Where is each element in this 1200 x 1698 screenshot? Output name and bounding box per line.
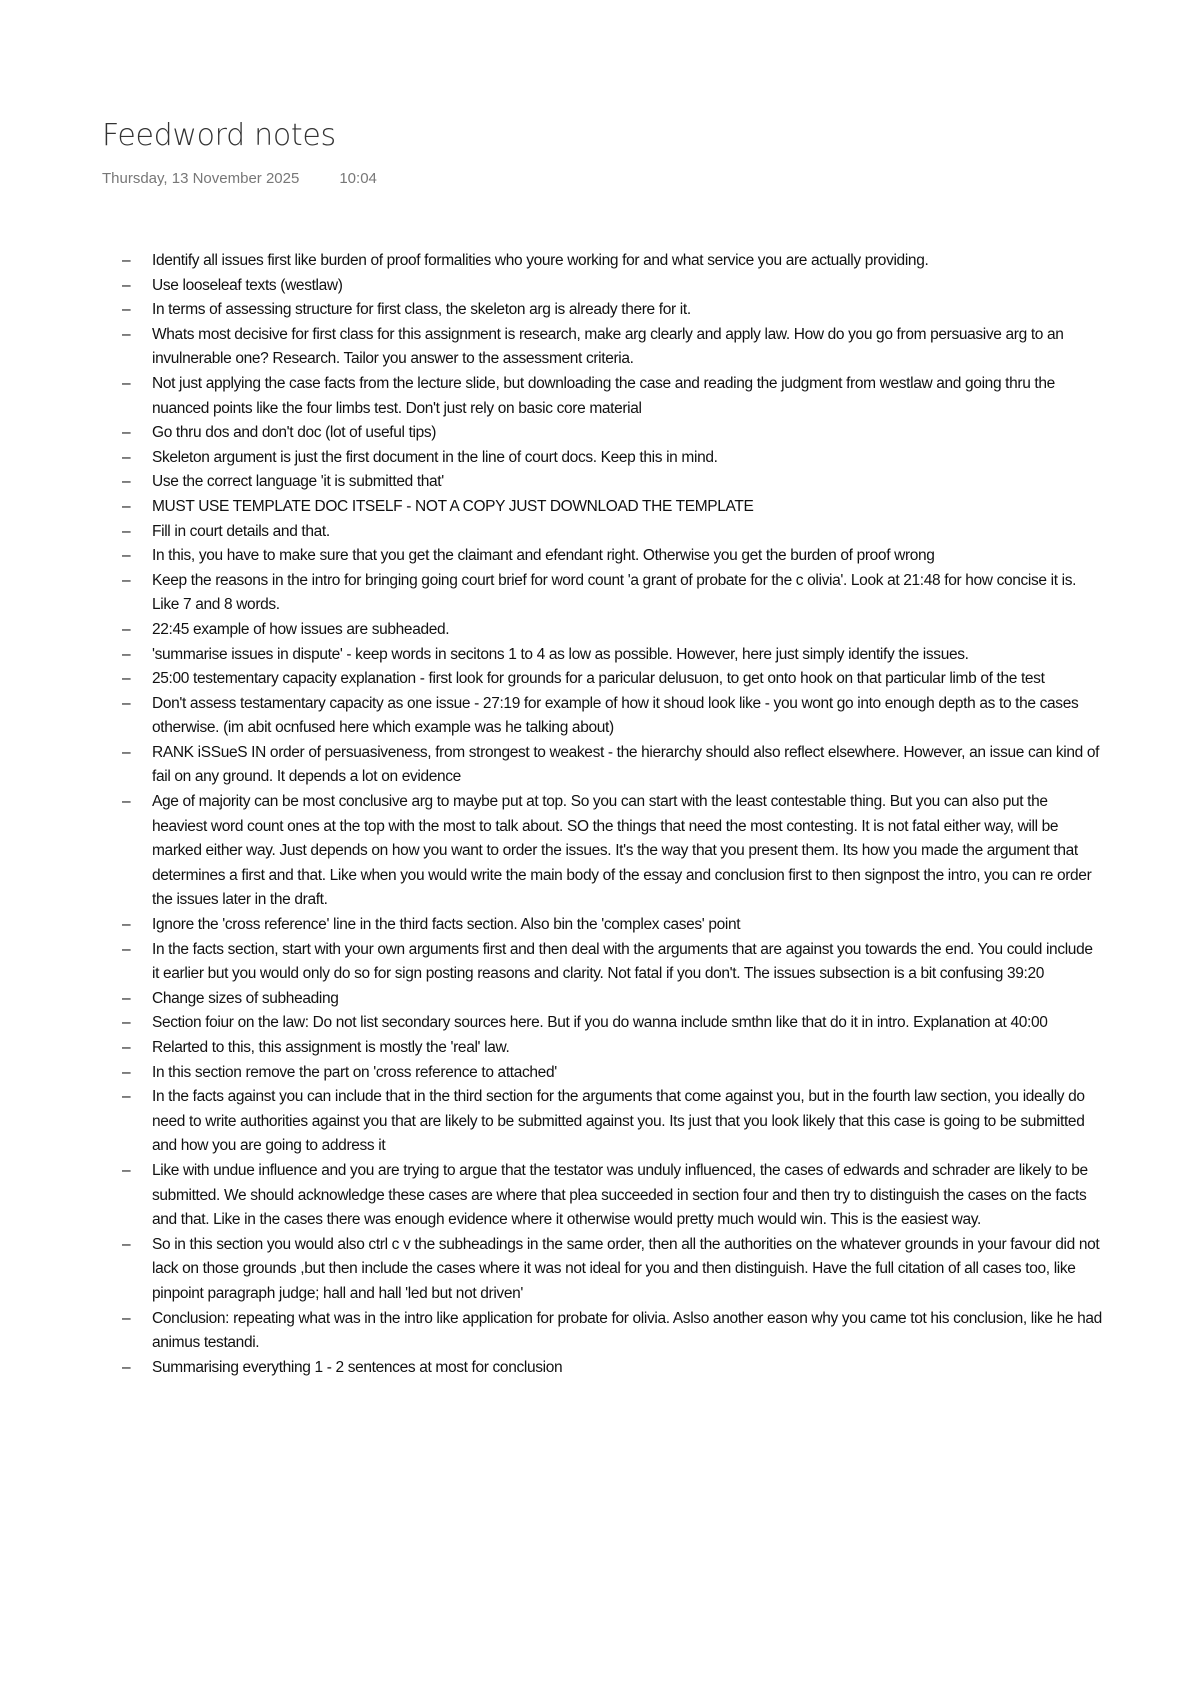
bullet-dash: – (122, 276, 131, 294)
bullet-dash: – (122, 1063, 131, 1081)
list-item-text: In terms of assessing structure for first class, the skeleton arg is already there for it. (152, 301, 691, 319)
bullet-dash: – (122, 940, 131, 958)
list-item (122, 1036, 1102, 1061)
list-item-text: 22:45 example of how issues are subheaded. (152, 620, 450, 638)
bullet-dash: – (122, 793, 131, 811)
bullet-dash: – (122, 252, 131, 269)
bullet-dash: – (122, 1235, 131, 1253)
list-item (122, 938, 1102, 987)
bullet-dash: – (122, 497, 131, 515)
list-item (122, 446, 1102, 471)
bullet-dash: – (122, 1014, 131, 1032)
list-item-text: In this, you have to make sure that you get the claimant and efendant right. Otherwise you get the burden of proof wrong (152, 547, 935, 565)
list-item-text: Don't assess testamentary capacity as one issue - 27:19 for example of how it shoud look like - you wont go into enough depth as to the cases otherwise. (im abit ocnfused here which example was he talking about) (152, 694, 1079, 737)
list-item (122, 790, 1102, 913)
page-title: Feedword notes (102, 118, 336, 153)
bullet-dash: – (122, 620, 131, 638)
list-item (122, 643, 1102, 668)
list-item-text: Use looseleaf texts (westlaw) (152, 276, 343, 294)
bullet-dash: – (122, 473, 131, 491)
list-item (122, 249, 1102, 274)
list-item-text: In the facts section, start with your own arguments first and then deal with the arguments that are against you towards the end. You could include it earlier but you would only do so for sign posting reasons and clarity. Not fatal if you don't. The issues subsection is a bit confusing 39:20 (152, 940, 1093, 983)
bullet-dash: – (122, 1309, 131, 1327)
list-item-text: Not just applying the case facts from the lecture slide, but downloading the case and reading the judgment from westlaw and going thru the nuanced points like the four limbs test. Don't just rely on basic core material (152, 374, 1055, 417)
list-item (122, 569, 1102, 618)
list-item-text: MUST USE TEMPLATE DOC ITSELF - NOT A COPY JUST DOWNLOAD THE TEMPLATE (152, 497, 754, 515)
page-time: 10:04 (339, 170, 377, 187)
bullet-dash: – (122, 916, 131, 934)
list-item (122, 372, 1102, 421)
list-item-text: Identify all issues first like burden of proof formalities who youre working for and what service you are actually providing. (152, 252, 929, 269)
bullet-dash: – (122, 1088, 131, 1106)
list-item-text: 'summarise issues in dispute' - keep words in secitons 1 to 4 as low as possible. However, here just simply identify the issues. (152, 645, 969, 663)
list-item (122, 1233, 1102, 1307)
list-item (122, 1061, 1102, 1086)
list-item (122, 1159, 1102, 1233)
page-date: Thursday, 13 November 2025 (102, 170, 300, 187)
list-item (122, 1011, 1102, 1036)
list-item (122, 421, 1102, 446)
bullet-dash: – (122, 522, 131, 540)
list-item (122, 1085, 1102, 1159)
list-item-text: Change sizes of subheading (152, 989, 339, 1007)
list-item-text: Ignore the 'cross reference' line in the third facts section. Also bin the 'complex cases' point (152, 916, 741, 934)
list-item (122, 987, 1102, 1012)
list-item-text: Section foiur on the law: Do not list secondary sources here. But if you do wanna include smthn like that do it in intro. Explanation at 40:00 (152, 1014, 1048, 1032)
list-item-text: Fill in court details and that. (152, 522, 330, 540)
list-item-text: Like with undue influence and you are trying to argue that the testator was unduly influenced, the cases of edwards and schrader are likely to be submitted. We should acknowledge these cases are where that plea succeeded in section four and then try to distinguish the cases on the facts and that. Like in the cases there was enough evidence where it otherwise would pretty much would win. This is the easiest way. (152, 1161, 1088, 1229)
list-item-text: Summarising everything 1 - 2 sentences at most for conclusion (152, 1358, 563, 1376)
bullet-dash: – (122, 547, 131, 565)
list-item (122, 667, 1102, 692)
list-item (122, 913, 1102, 938)
list-item-text: So in this section you would also ctrl c v the subheadings in the same order, then all the authorities on the whatever grounds in your favour did not lack on those grounds ,but then include the cases where it was not ideal for you and then distinguish. Have the full citation of all cases too, like pinpoint paragraph judge; hall and hall 'led but not driven' (152, 1235, 1100, 1302)
list-item-text: RANK iSSueS IN order of persuasiveness, from strongest to weakest - the hierarchy should also reflect elsewhere. However, an issue can kind of fail on any ground. It depends a lot on evidence (152, 743, 1100, 786)
list-item (122, 618, 1102, 643)
list-item-text: Use the correct language 'it is submitted that' (152, 473, 444, 491)
bullet-dash: – (122, 694, 131, 712)
bullet-dash: – (122, 1358, 131, 1376)
notes-list (122, 249, 1102, 1583)
bullet-dash: – (122, 743, 131, 761)
list-item (122, 1356, 1102, 1381)
list-item-text: Keep the reasons in the intro for bringing going court brief for word count 'a grant of probate for the c olivia'. Look at 21:48 for how concise it is. Like 7 and 8 words. (152, 571, 1077, 614)
bullet-dash: – (122, 645, 131, 663)
list-item-text: Whats most decisive for first class for this assignment is research, make arg clearly and apply law. How do you go from persuasive arg to an invulnerable one? Research. Tailor you answer to the assessment criteria. (152, 325, 1064, 368)
list-item (122, 692, 1102, 741)
list-item-text: Skeleton argument is just the first document in the line of court docs. Keep this in mind. (152, 448, 718, 466)
bullet-dash: – (122, 1039, 131, 1056)
list-item-text: In the facts against you can include that in the third section for the arguments that come against you, but in the fourth law section, you ideally do need to write authorities against you that are likely to be submitted against you. Its just that you look likely that this case is going to be submitted and how you are going to address it (152, 1088, 1085, 1155)
bullet-dash: – (122, 448, 131, 466)
list-item-text: In this section remove the part on 'cross reference to attached' (152, 1063, 557, 1081)
bullet-dash: – (122, 989, 131, 1007)
bullet-dash: – (122, 424, 131, 442)
list-item (122, 274, 1102, 299)
list-item (122, 323, 1102, 372)
bullet-dash: – (122, 374, 131, 392)
list-item (122, 544, 1102, 569)
list-item (122, 495, 1102, 520)
bullet-dash: – (122, 1161, 131, 1179)
list-item (122, 298, 1102, 323)
list-item (122, 520, 1102, 545)
list-item (122, 470, 1102, 495)
list-item-text: Age of majority can be most conclusive arg to maybe put at top. So you can start with the least contestable thing. But you can also put the heaviest word count ones at the top with the most to talk about. SO the things that need the most contesting. It is not fatal either way, will be marked either way. Just depends on how you want to order the issues. It's the way that you present them. Its how you made the argument that determines a first and that. Like when you would write the main body of the essay and conclusion first to then signpost the intro, you can re order the issues later in the draft. (152, 793, 1092, 909)
list-item-text: Go thru dos and don't doc (lot of useful tips) (152, 424, 437, 442)
bullet-dash: – (122, 571, 131, 589)
list-item (122, 1307, 1102, 1356)
bullet-dash: – (122, 670, 131, 688)
list-item (122, 741, 1102, 790)
bullet-dash: – (122, 301, 131, 319)
list-item-text: Conclusion: repeating what was in the intro like application for probate for olivia. Aslso another eason why you came tot his conclusion, like he had animus testandi. (152, 1309, 1102, 1352)
bullet-dash: – (122, 325, 131, 343)
list-item-text: 25:00 testementary capacity explanation - first look for grounds for a paricular delusuon, to get onto hook on that particular limb of the test (152, 670, 1045, 688)
list-item-text: Relarted to this, this assignment is mostly the 'real' law. (152, 1039, 510, 1056)
page-meta (102, 170, 377, 187)
